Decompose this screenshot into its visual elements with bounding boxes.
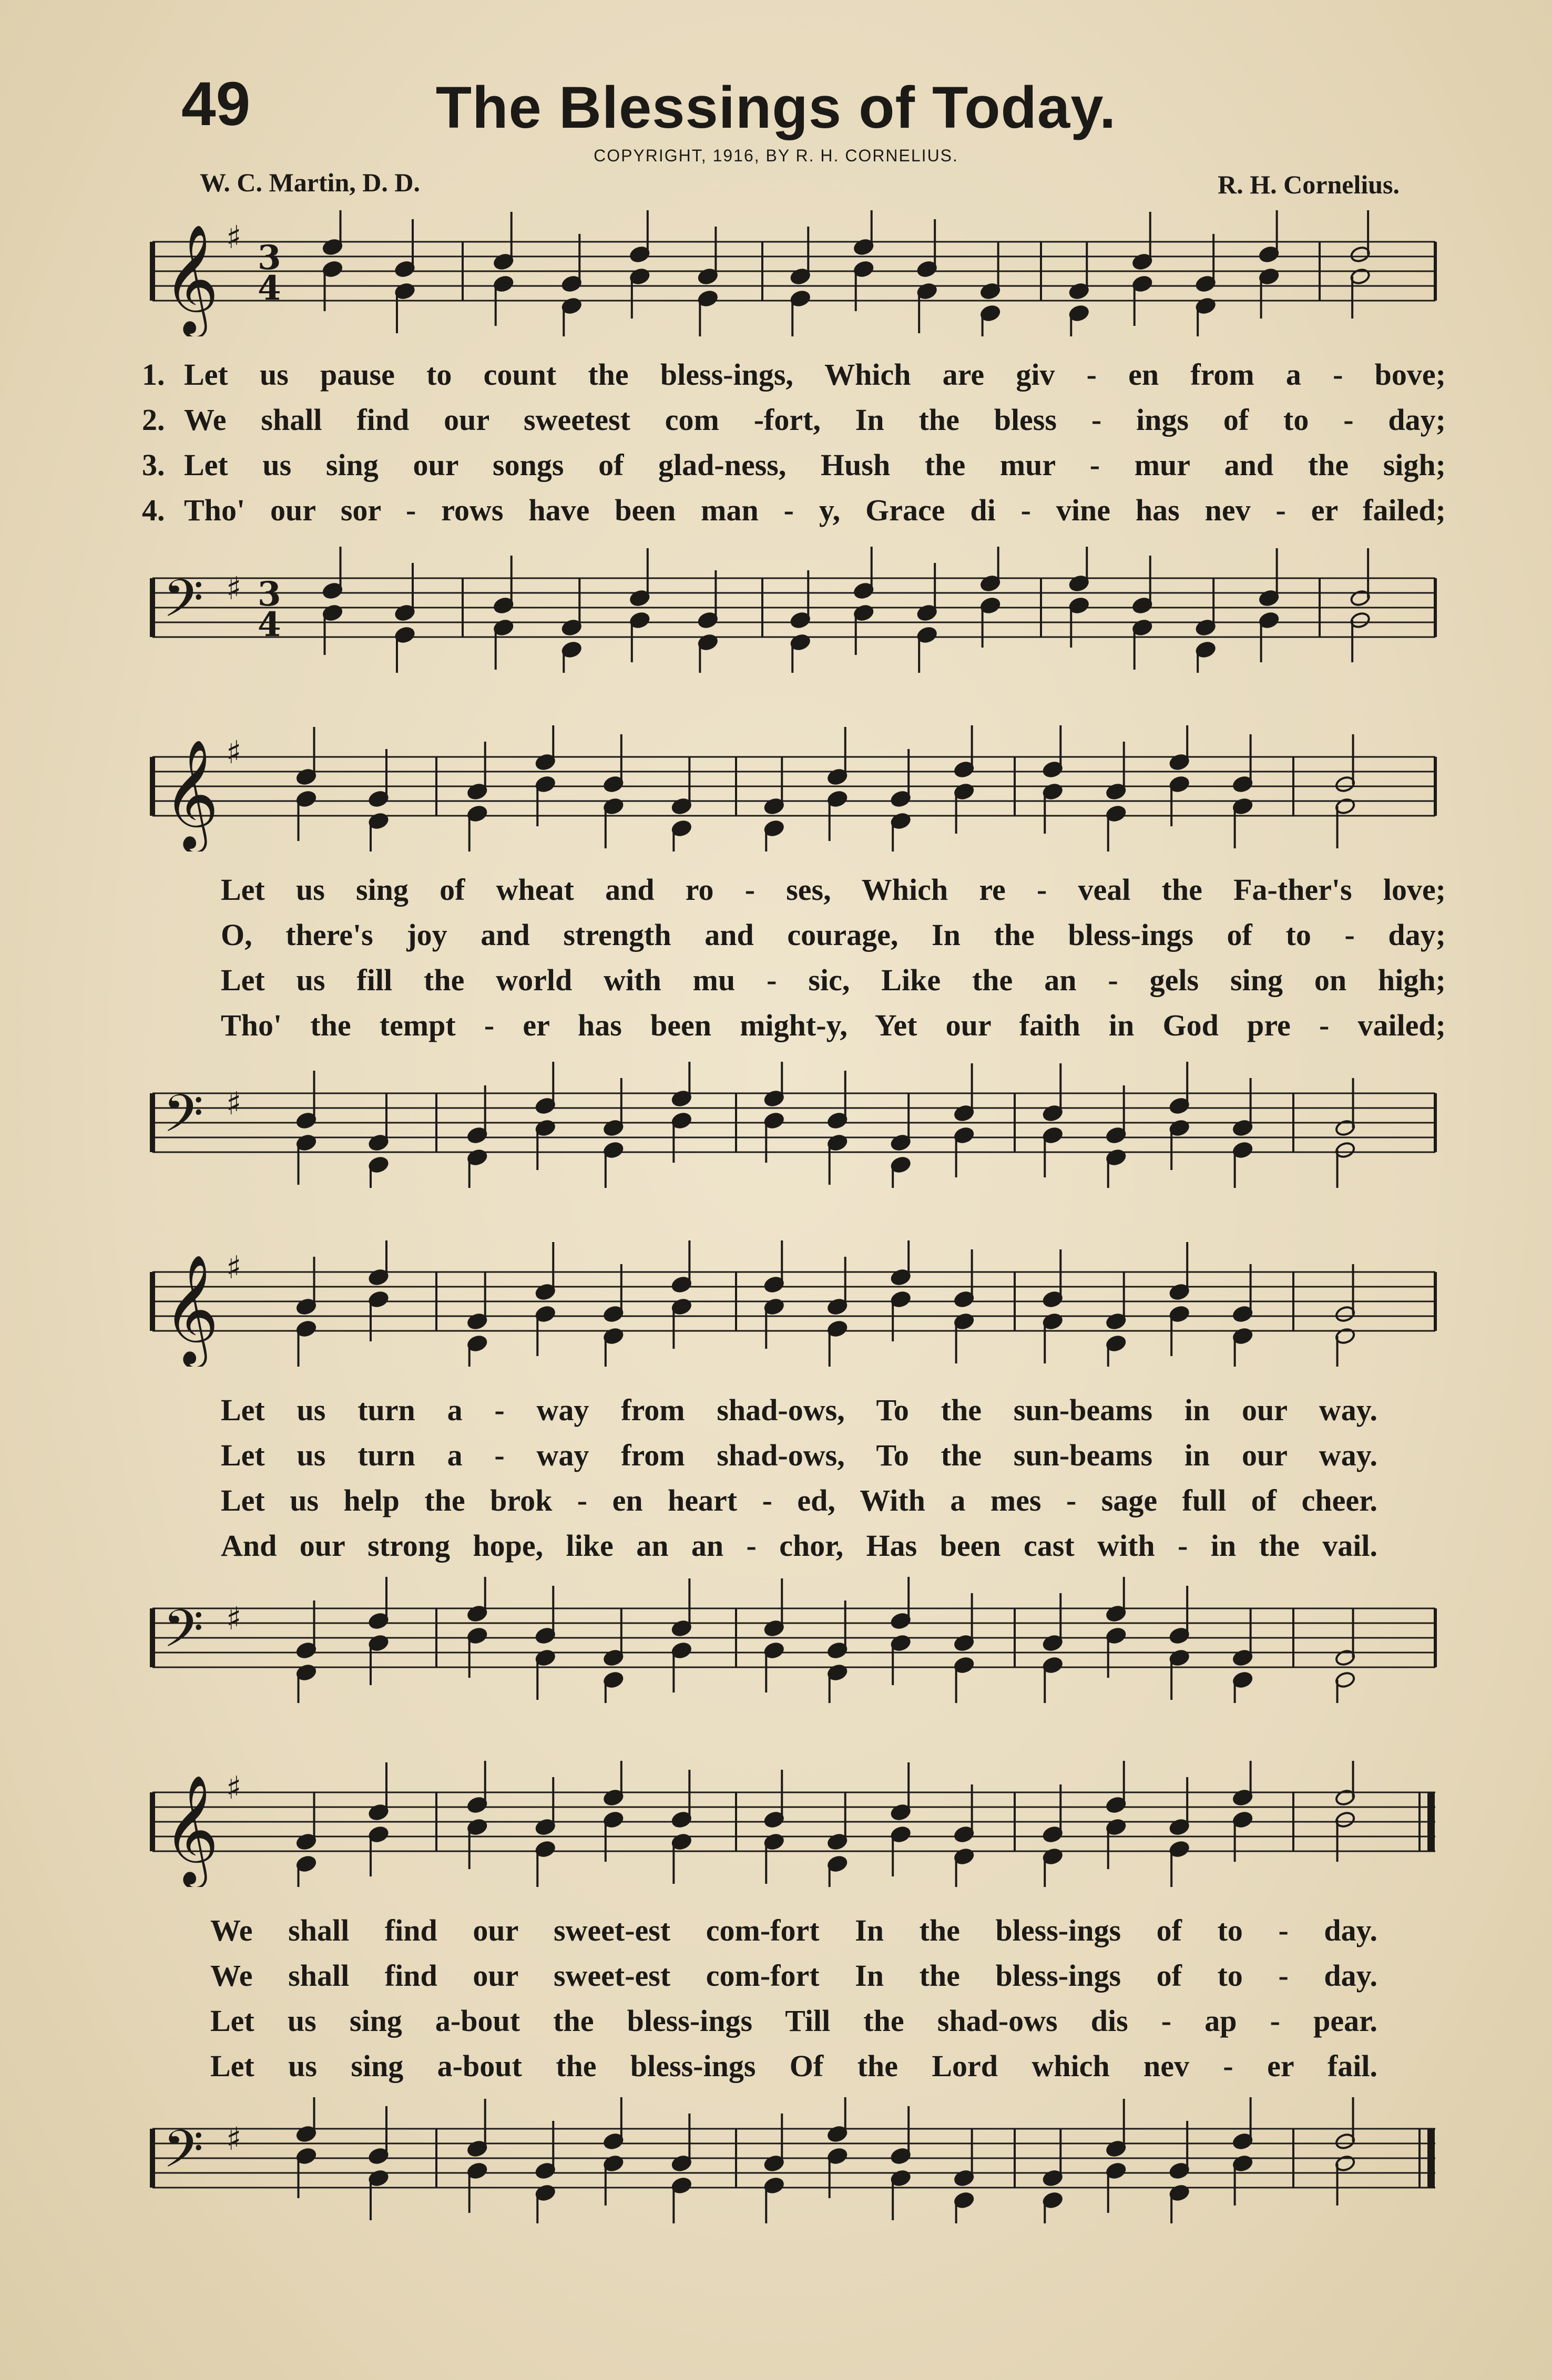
lyric-line: Let us sing of wheat and ro - ses, Which re - veal the Fa-ther's love;	[221, 873, 1446, 907]
lyrics-block-1	[142, 352, 1446, 533]
treble-clef-icon: 𝄞	[163, 1774, 219, 1884]
hymn-number: 49	[181, 69, 251, 139]
lyrics-block-2	[221, 867, 1446, 1048]
lyric-line: And our strong hope, like an an - chor, Has been cast with - in the vail.	[221, 1528, 1377, 1563]
time-signature-bottom: 4	[258, 269, 281, 308]
bass-clef-icon: 𝄢	[163, 1599, 204, 1672]
treble-staff	[142, 1761, 1446, 1887]
treble-clef-icon: 𝄞	[163, 739, 219, 849]
treble-staff	[142, 210, 1446, 336]
bass-staff	[142, 1577, 1446, 1703]
lyric-line: Let us sing a-bout the bless-ings Of the Lord which nev - er fail.	[210, 2049, 1377, 2083]
lyric-line: 4. Tho' our sor - rows have been man - y, Grace di - vine has nev - er failed;	[142, 493, 1446, 527]
lyric-line: Let us turn a - way from shad-ows, To the sun-beams in our way.	[221, 1438, 1377, 1472]
treble-clef-icon: 𝄞	[163, 1254, 219, 1364]
lyric-line: Let us help the brok - en heart - ed, With a mes - sage full of cheer.	[221, 1483, 1377, 1517]
music-system-2	[142, 725, 1446, 1188]
music-system-4	[142, 1761, 1446, 2223]
lyricist-credit: W. C. Martin, D. D.	[200, 168, 420, 197]
time-signature-bottom: 4	[258, 605, 281, 644]
sharp-key-icon: ♯	[226, 734, 242, 771]
lyric-line: Tho' the tempt - er has been might-y, Yet our faith in God pre - vailed;	[221, 1008, 1446, 1042]
lyric-line: 3. Let us sing our songs of glad-ness, Hush the mur - mur and the sigh;	[142, 448, 1446, 482]
hymn-title: The Blessings of Today.	[435, 75, 1117, 140]
sharp-key-icon: ♯	[226, 570, 242, 607]
time-signature-top: 3	[258, 238, 281, 278]
lyric-line: Let us fill the world with mu - sic, Like the an - gels sing on high;	[221, 963, 1446, 997]
treble-clef-icon: 𝄞	[163, 224, 219, 334]
bass-clef-icon: 𝄢	[163, 1084, 204, 1157]
sharp-key-icon: ♯	[226, 1249, 242, 1286]
lyric-line: 1. Let us pause to count the bless-ings, Which are giv - en from a - bove;	[142, 357, 1446, 392]
lyric-line: We shall find our sweet-est com-fort In the bless-ings of to - day.	[210, 1958, 1377, 1993]
lyric-line: 2. We shall find our sweetest com -fort, In the bless - ings of to - day;	[142, 403, 1446, 437]
bass-staff	[142, 547, 1446, 673]
sharp-key-icon: ♯	[226, 1601, 242, 1637]
treble-staff	[142, 725, 1446, 852]
treble-staff	[142, 1240, 1446, 1367]
composer-credit: R. H. Cornelius.	[1218, 170, 1400, 199]
lyrics-block-3	[221, 1388, 1377, 1568]
lyric-line: Let us sing a-bout the bless-ings Till the shad-ows dis - ap - pear.	[210, 2004, 1377, 2038]
lyrics-block-4	[210, 1908, 1377, 2089]
sharp-key-icon: ♯	[226, 1085, 242, 1122]
lyric-line: We shall find our sweet-est com-fort In the bless-ings of to - day.	[210, 1913, 1377, 1947]
music-system-3	[142, 1240, 1446, 1703]
music-system-1	[142, 210, 1446, 673]
bass-clef-icon: 𝄢	[163, 569, 204, 642]
lyric-line: O, there's joy and strength and courage, In the bless-ings of to - day;	[221, 918, 1446, 952]
sharp-key-icon: ♯	[226, 219, 242, 256]
sharp-key-icon: ♯	[226, 2121, 242, 2158]
lyric-line: Let us turn a - way from shad-ows, To the sun-beams in our way.	[221, 1393, 1377, 1427]
copyright-notice: COPYRIGHT, 1916, BY R. H. CORNELIUS.	[594, 146, 958, 165]
time-signature-top: 3	[258, 575, 281, 614]
bass-staff	[142, 1062, 1446, 1188]
bass-clef-icon: 𝄢	[163, 2119, 204, 2192]
bass-staff	[142, 2097, 1446, 2223]
sharp-key-icon: ♯	[226, 1770, 242, 1807]
